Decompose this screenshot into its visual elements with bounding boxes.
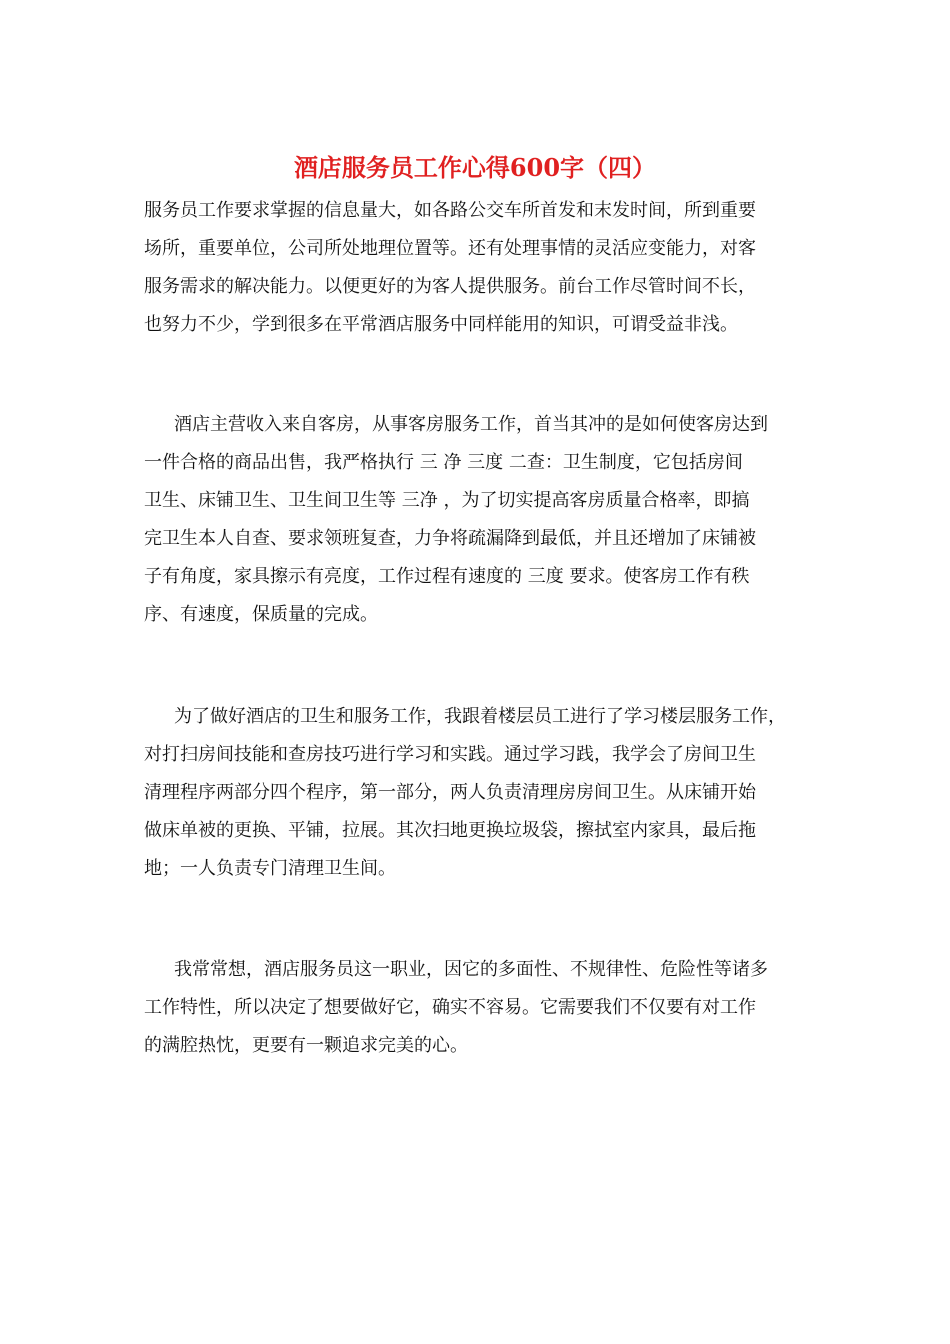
paragraph-line: 完卫生本人自查、要求领班复查，力争将疏漏降到最低，并且还增加了床铺被 [144, 528, 756, 549]
paragraph-line: 清理程序两部分四个程序，第一部分，两人负责清理房房间卫生。从床铺开始 [144, 782, 756, 803]
paragraph-line: 做床单被的更换、平铺，拉展。其次扫地更换垃圾袋，擦拭室内家具，最后拖 [144, 820, 756, 841]
paragraph-line: 序、有速度，保质量的完成。 [144, 604, 378, 625]
paragraph-4 [144, 951, 824, 1065]
paragraph-line: 服务需求的解决能力。以便更好的为客人提供服务。前台工作尽管时间不长， [144, 276, 756, 297]
paragraph-2 [144, 406, 824, 634]
paragraph-line: 子有角度，家具擦示有亮度，工作过程有速度的 三度 要求。使客房工作有秩 [144, 566, 750, 587]
paragraph-line: 酒店主营收入来自客房，从事客房服务工作，首当其冲的是如何使客房达到 [174, 414, 768, 435]
paragraph-line: 一件合格的商品出售，我严格执行 三 净 三度 二查：卫生制度，它包括房间 [144, 452, 743, 473]
paragraph-line: 也努力不少，学到很多在平常酒店服务中同样能用的知识，可谓受益非浅。 [144, 314, 738, 335]
paragraph-line: 工作特性，所以决定了想要做好它，确实不容易。它需要我们不仅要有对工作 [144, 997, 756, 1018]
paragraph-line: 我常常想，酒店服务员这一职业，因它的多面性、不规律性、危险性等诸多 [174, 959, 768, 980]
paragraph-line: 场所，重要单位，公司所处地理位置等。还有处理事情的灵活应变能力，对客 [144, 238, 756, 259]
paragraph-line: 地；一人负责专门清理卫生间。 [144, 858, 396, 879]
paragraph-1 [144, 192, 824, 344]
paragraph-line: 对打扫房间技能和查房技巧进行学习和实践。通过学习践，我学会了房间卫生 [144, 744, 756, 765]
paragraph-line: 服务员工作要求掌握的信息量大，如各路公交车所首发和末发时间，所到重要 [144, 200, 756, 221]
paragraph-line: 的满腔热忱，更要有一颗追求完美的心。 [144, 1035, 468, 1056]
document-title: 酒店服务员工作心得600字（四） [293, 153, 657, 182]
paragraph-line: 为了做好酒店的卫生和服务工作，我跟着楼层员工进行了学习楼层服务工作， [174, 706, 786, 727]
paragraph-3 [144, 698, 824, 888]
paragraph-line: 卫生、床铺卫生、卫生间卫生等 三净 ，为了切实提高客房质量合格率，即搞 [144, 490, 750, 511]
